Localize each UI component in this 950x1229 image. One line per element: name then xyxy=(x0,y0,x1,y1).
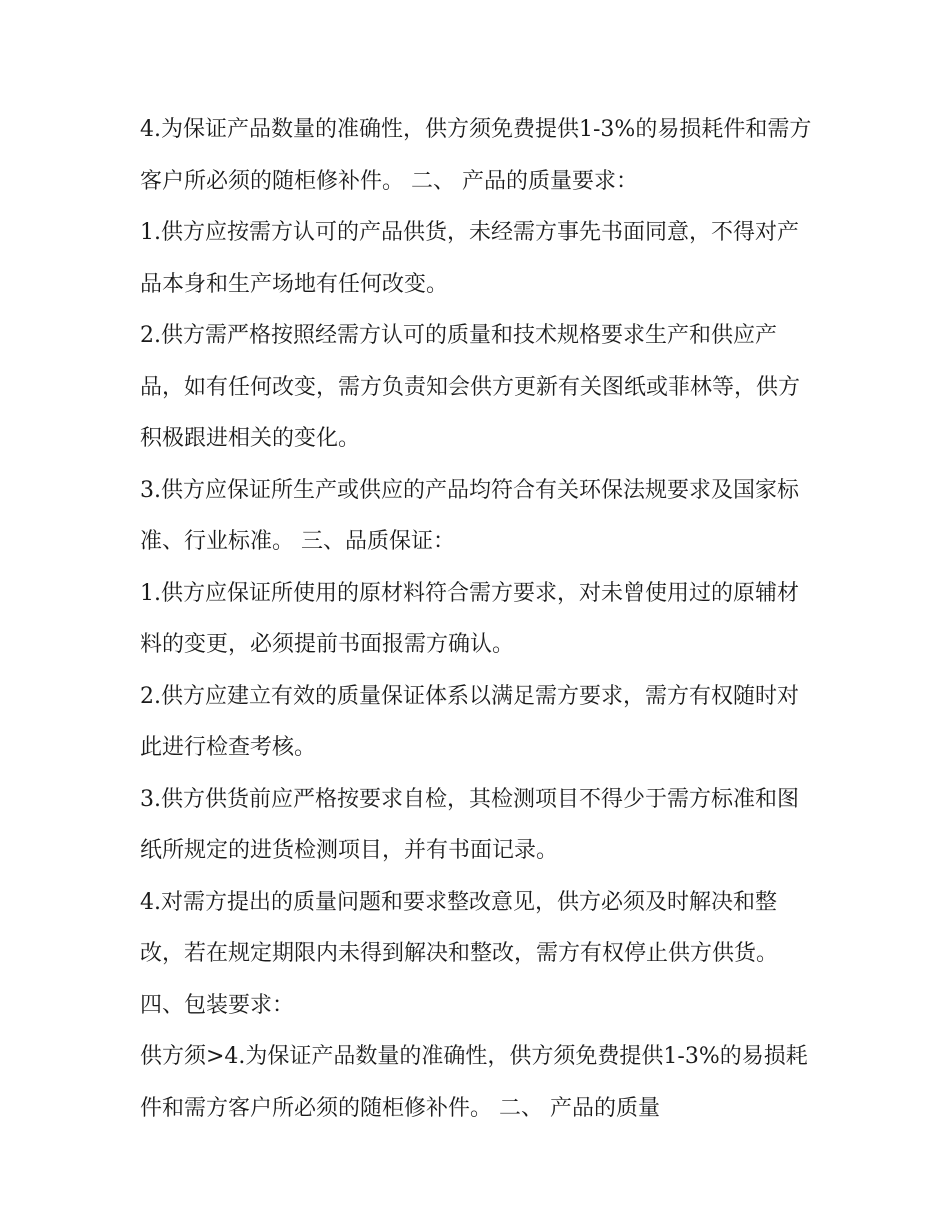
paragraph-quality-1: 1.供方应按需方认可的产品供货，未经需方事先书面同意，不得对产品本身和生产场地有任何改变。 xyxy=(140,220,799,297)
paragraph-quality-3: 3.供方应保证所生产或供应的产品均符合有关环保法规要求及国家标准、行业标准。 三、品质保证： xyxy=(140,477,799,554)
paragraph-supply-quantity: 4.为保证产品数量的准确性，供方须免费提供1-3%的易损耗件和需方客户所必须的随柜修补件。 二、 产品的质量要求： xyxy=(140,117,812,194)
paragraph-packaging-repeat: 供方须>4.为保证产品数量的准确性，供方须免费提供1-3%的易损耗件和需方客户所必须的随柜修补件。 二、 产品的质量 xyxy=(140,1044,808,1121)
document-body xyxy=(140,104,820,1134)
paragraph-assurance-4: 4.对需方提出的质量问题和要求整改意见，供方必须及时解决和整改，若在规定期限内未得到解决和整改，需方有权停止供方供货。 四、包装要求： xyxy=(140,889,779,1018)
paragraph-quality-2: 2.供方需严格按照经需方认可的质量和技术规格要求生产和供应产品，如有任何改变，需方负责知会供方更新有关图纸或菲林等，供方积极跟进相关的变化。 xyxy=(140,323,801,451)
paragraph-assurance-1: 1.供方应保证所使用的原材料符合需方要求，对未曾使用过的原辅材料的变更，必须提前书面报需方确认。 xyxy=(140,580,799,657)
paragraph-assurance-2: 2.供方应建立有效的质量保证体系以满足需方要求，需方有权随时对此进行检查考核。 xyxy=(140,683,799,760)
paragraph-assurance-3: 3.供方供货前应严格按要求自检，其检测项目不得少于需方标准和图纸所规定的进货检测项目，并有书面记录。 xyxy=(140,786,799,863)
